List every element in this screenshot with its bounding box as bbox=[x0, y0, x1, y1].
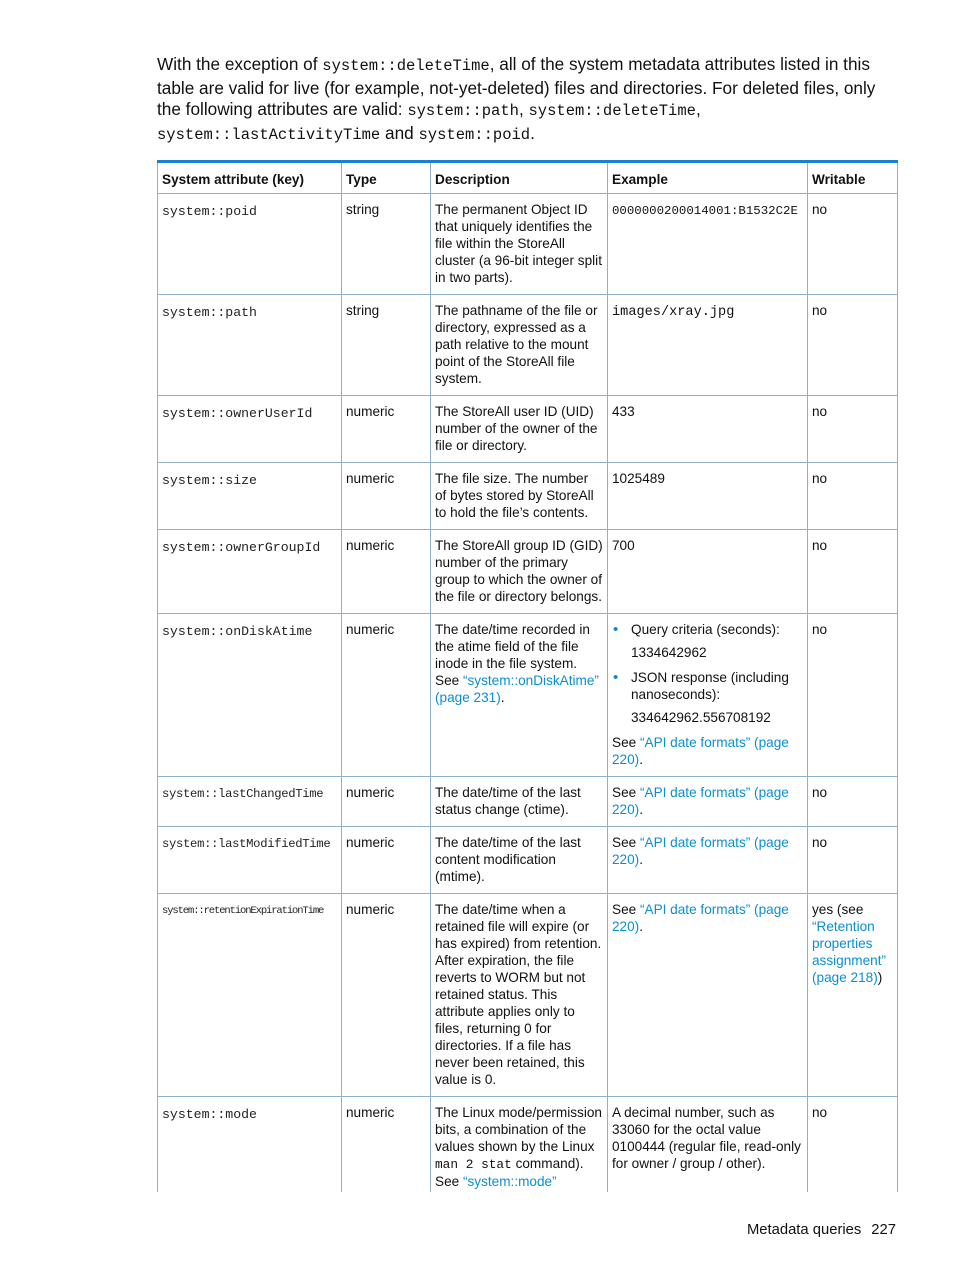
bullet-label: JSON response (including nanoseconds): bbox=[631, 670, 789, 702]
attribute-key: system::onDiskAtime bbox=[158, 614, 342, 777]
api-date-formats-link[interactable]: “API date formats” (page 220) bbox=[612, 735, 789, 767]
see-text: See bbox=[612, 835, 640, 850]
writable-text: yes (see bbox=[812, 902, 864, 917]
attribute-writable: no bbox=[808, 396, 898, 463]
attribute-description: The permanent Object ID that uniquely identifies the file within the StoreAll cluster (a 96-bit integer split in two parts). bbox=[431, 194, 608, 295]
attribute-writable: no bbox=[808, 614, 898, 777]
table-row bbox=[158, 614, 898, 777]
system-mode-link[interactable]: “system::mode” bbox=[462, 1174, 557, 1189]
header-example: Example bbox=[608, 162, 808, 194]
attribute-description: The date/time of the last content modification (mtime). bbox=[431, 827, 608, 894]
intro-code-poid: system::poid bbox=[418, 125, 531, 144]
attribute-example: images/xray.jpg bbox=[608, 295, 808, 396]
intro-code-deletetime: system::deleteTime bbox=[322, 57, 490, 75]
attribute-description: The StoreAll user ID (UID) number of the owner of the file or directory. bbox=[431, 396, 608, 463]
intro-text-4: , bbox=[695, 99, 701, 119]
retention-properties-link[interactable]: “Retention properties assignment” (page 218) bbox=[812, 919, 887, 985]
table-row bbox=[158, 1097, 898, 1193]
attribute-writable: no bbox=[808, 777, 898, 827]
table-row bbox=[158, 777, 898, 827]
attribute-type: numeric bbox=[342, 827, 431, 894]
attribute-type: numeric bbox=[342, 463, 431, 530]
description-middle: command). See bbox=[435, 1156, 584, 1189]
see-text: See bbox=[612, 902, 640, 917]
attribute-example bbox=[608, 894, 808, 1097]
attribute-example: 700 bbox=[608, 530, 808, 614]
attribute-key: system::path bbox=[158, 295, 342, 396]
ondiskatime-link[interactable]: “system::onDiskAtime” (page 231) bbox=[435, 673, 599, 705]
table-row bbox=[158, 827, 898, 894]
bullet-label: Query criteria (seconds): bbox=[631, 622, 780, 637]
see-reference bbox=[612, 734, 803, 768]
table-row bbox=[158, 463, 898, 530]
attribute-type: string bbox=[342, 194, 431, 295]
intro-text-3: , bbox=[518, 99, 529, 119]
page-number: 227 bbox=[871, 1222, 896, 1238]
intro-text-2: , all of the system metadata attributes listed in this table are valid for live (for example, not-yet-deleted) files and directories. For deleted files, only the following attributes are valid: bbox=[157, 54, 876, 119]
attribute-key: system::ownerGroupId bbox=[158, 530, 342, 614]
intro-text-1: With the exception of bbox=[157, 54, 323, 74]
table-header-row bbox=[158, 162, 898, 194]
attribute-example: 433 bbox=[608, 396, 808, 463]
attribute-example: 1025489 bbox=[608, 463, 808, 530]
attribute-type: numeric bbox=[342, 530, 431, 614]
attribute-example bbox=[608, 614, 808, 777]
attribute-description: The StoreAll group ID (GID) number of the primary group to which the owner of the file or directory belongs. bbox=[431, 530, 608, 614]
attribute-writable: no bbox=[808, 463, 898, 530]
attribute-key: system::retentionExpirationTime bbox=[158, 894, 342, 1097]
attribute-type: string bbox=[342, 295, 431, 396]
api-date-formats-link[interactable]: “API date formats” (page 220) bbox=[612, 902, 789, 934]
intro-code-deletetime-2: system::deleteTime bbox=[528, 102, 696, 120]
table-row bbox=[158, 194, 898, 295]
table-row bbox=[158, 396, 898, 463]
attribute-key: system::lastChangedTime bbox=[158, 777, 342, 827]
attribute-description: The file size. The number of bytes stored by StoreAll to hold the file’s contents. bbox=[431, 463, 608, 530]
attribute-example: A decimal number, such as 33060 for the octal value 0100444 (regular file, read-only for owner / group / other). bbox=[608, 1097, 808, 1193]
attribute-description bbox=[431, 1097, 608, 1193]
attribute-writable: no bbox=[808, 530, 898, 614]
attribute-writable: no bbox=[808, 827, 898, 894]
intro-text-6: . bbox=[530, 122, 535, 143]
attribute-type: numeric bbox=[342, 614, 431, 777]
api-date-formats-link[interactable]: “API date formats” (page 220) bbox=[612, 835, 789, 867]
attribute-description: The pathname of the file or directory, expressed as a path relative to the mount point of the StoreAll file system. bbox=[431, 295, 608, 396]
attribute-key: system::ownerUserId bbox=[158, 396, 342, 463]
see-text: See bbox=[612, 785, 640, 800]
header-description: Description bbox=[431, 162, 608, 194]
see-end: . bbox=[639, 802, 643, 817]
system-metadata-table bbox=[157, 160, 898, 1192]
description-text: The Linux mode/permission bits, a combination of the values shown by the Linux bbox=[435, 1105, 602, 1154]
attribute-example bbox=[608, 777, 808, 827]
bullet-value: 334642962.556708192 bbox=[631, 710, 771, 725]
page-footer bbox=[700, 1222, 896, 1238]
writable-end: ) bbox=[877, 970, 883, 985]
api-date-formats-link[interactable]: “API date formats” (page 220) bbox=[612, 785, 789, 817]
intro-code-path: system::path bbox=[407, 102, 519, 120]
attribute-example bbox=[608, 827, 808, 894]
man-stat-code: man 2 stat bbox=[435, 1157, 512, 1172]
attribute-example: 0000000200014001:B1532C2E bbox=[608, 194, 808, 295]
intro-paragraph bbox=[157, 54, 897, 146]
attribute-writable: no bbox=[808, 295, 898, 396]
attribute-description: The date/time of the last status change (ctime). bbox=[431, 777, 608, 827]
description-end: . bbox=[500, 690, 505, 705]
attribute-type: numeric bbox=[342, 894, 431, 1097]
table-row bbox=[158, 295, 898, 396]
see-end: . bbox=[639, 919, 643, 934]
attribute-key: system::size bbox=[158, 463, 342, 530]
attribute-description bbox=[431, 614, 608, 777]
header-writable: Writable bbox=[808, 162, 898, 194]
example-bullet-list bbox=[612, 621, 803, 726]
bullet-value: 1334642962 bbox=[631, 645, 707, 660]
intro-code-lastactivitytime: system::lastActivityTime bbox=[157, 125, 381, 144]
header-attribute-key: System attribute (key) bbox=[158, 162, 342, 194]
attribute-writable bbox=[808, 894, 898, 1097]
see-end: . bbox=[639, 752, 643, 767]
description-text: The date/time recorded in the atime field of the file inode in the file system. See bbox=[435, 622, 590, 688]
attribute-writable: no bbox=[808, 1097, 898, 1193]
header-type: Type bbox=[342, 162, 431, 194]
attribute-key: system::poid bbox=[158, 194, 342, 295]
attribute-key: system::mode bbox=[158, 1097, 342, 1193]
intro-text-5: and bbox=[380, 122, 419, 143]
attribute-key: system::lastModifiedTime bbox=[158, 827, 342, 894]
attribute-type: numeric bbox=[342, 396, 431, 463]
attribute-type: numeric bbox=[342, 777, 431, 827]
table-row bbox=[158, 894, 898, 1097]
attribute-writable: no bbox=[808, 194, 898, 295]
see-text: See bbox=[612, 735, 640, 750]
attribute-type: numeric bbox=[342, 1097, 431, 1193]
see-end: . bbox=[639, 852, 643, 867]
list-item bbox=[612, 621, 803, 661]
list-item bbox=[612, 669, 803, 726]
table-row bbox=[158, 530, 898, 614]
attribute-description: The date/time when a retained file will expire (or has expired) from retention. After expiration, the file reverts to WORM but not retained status. This attribute applies only to files, returning 0 for directories. If a file has never been retained, this value is 0. bbox=[431, 894, 608, 1097]
footer-section-title: Metadata queries bbox=[746, 1222, 862, 1238]
